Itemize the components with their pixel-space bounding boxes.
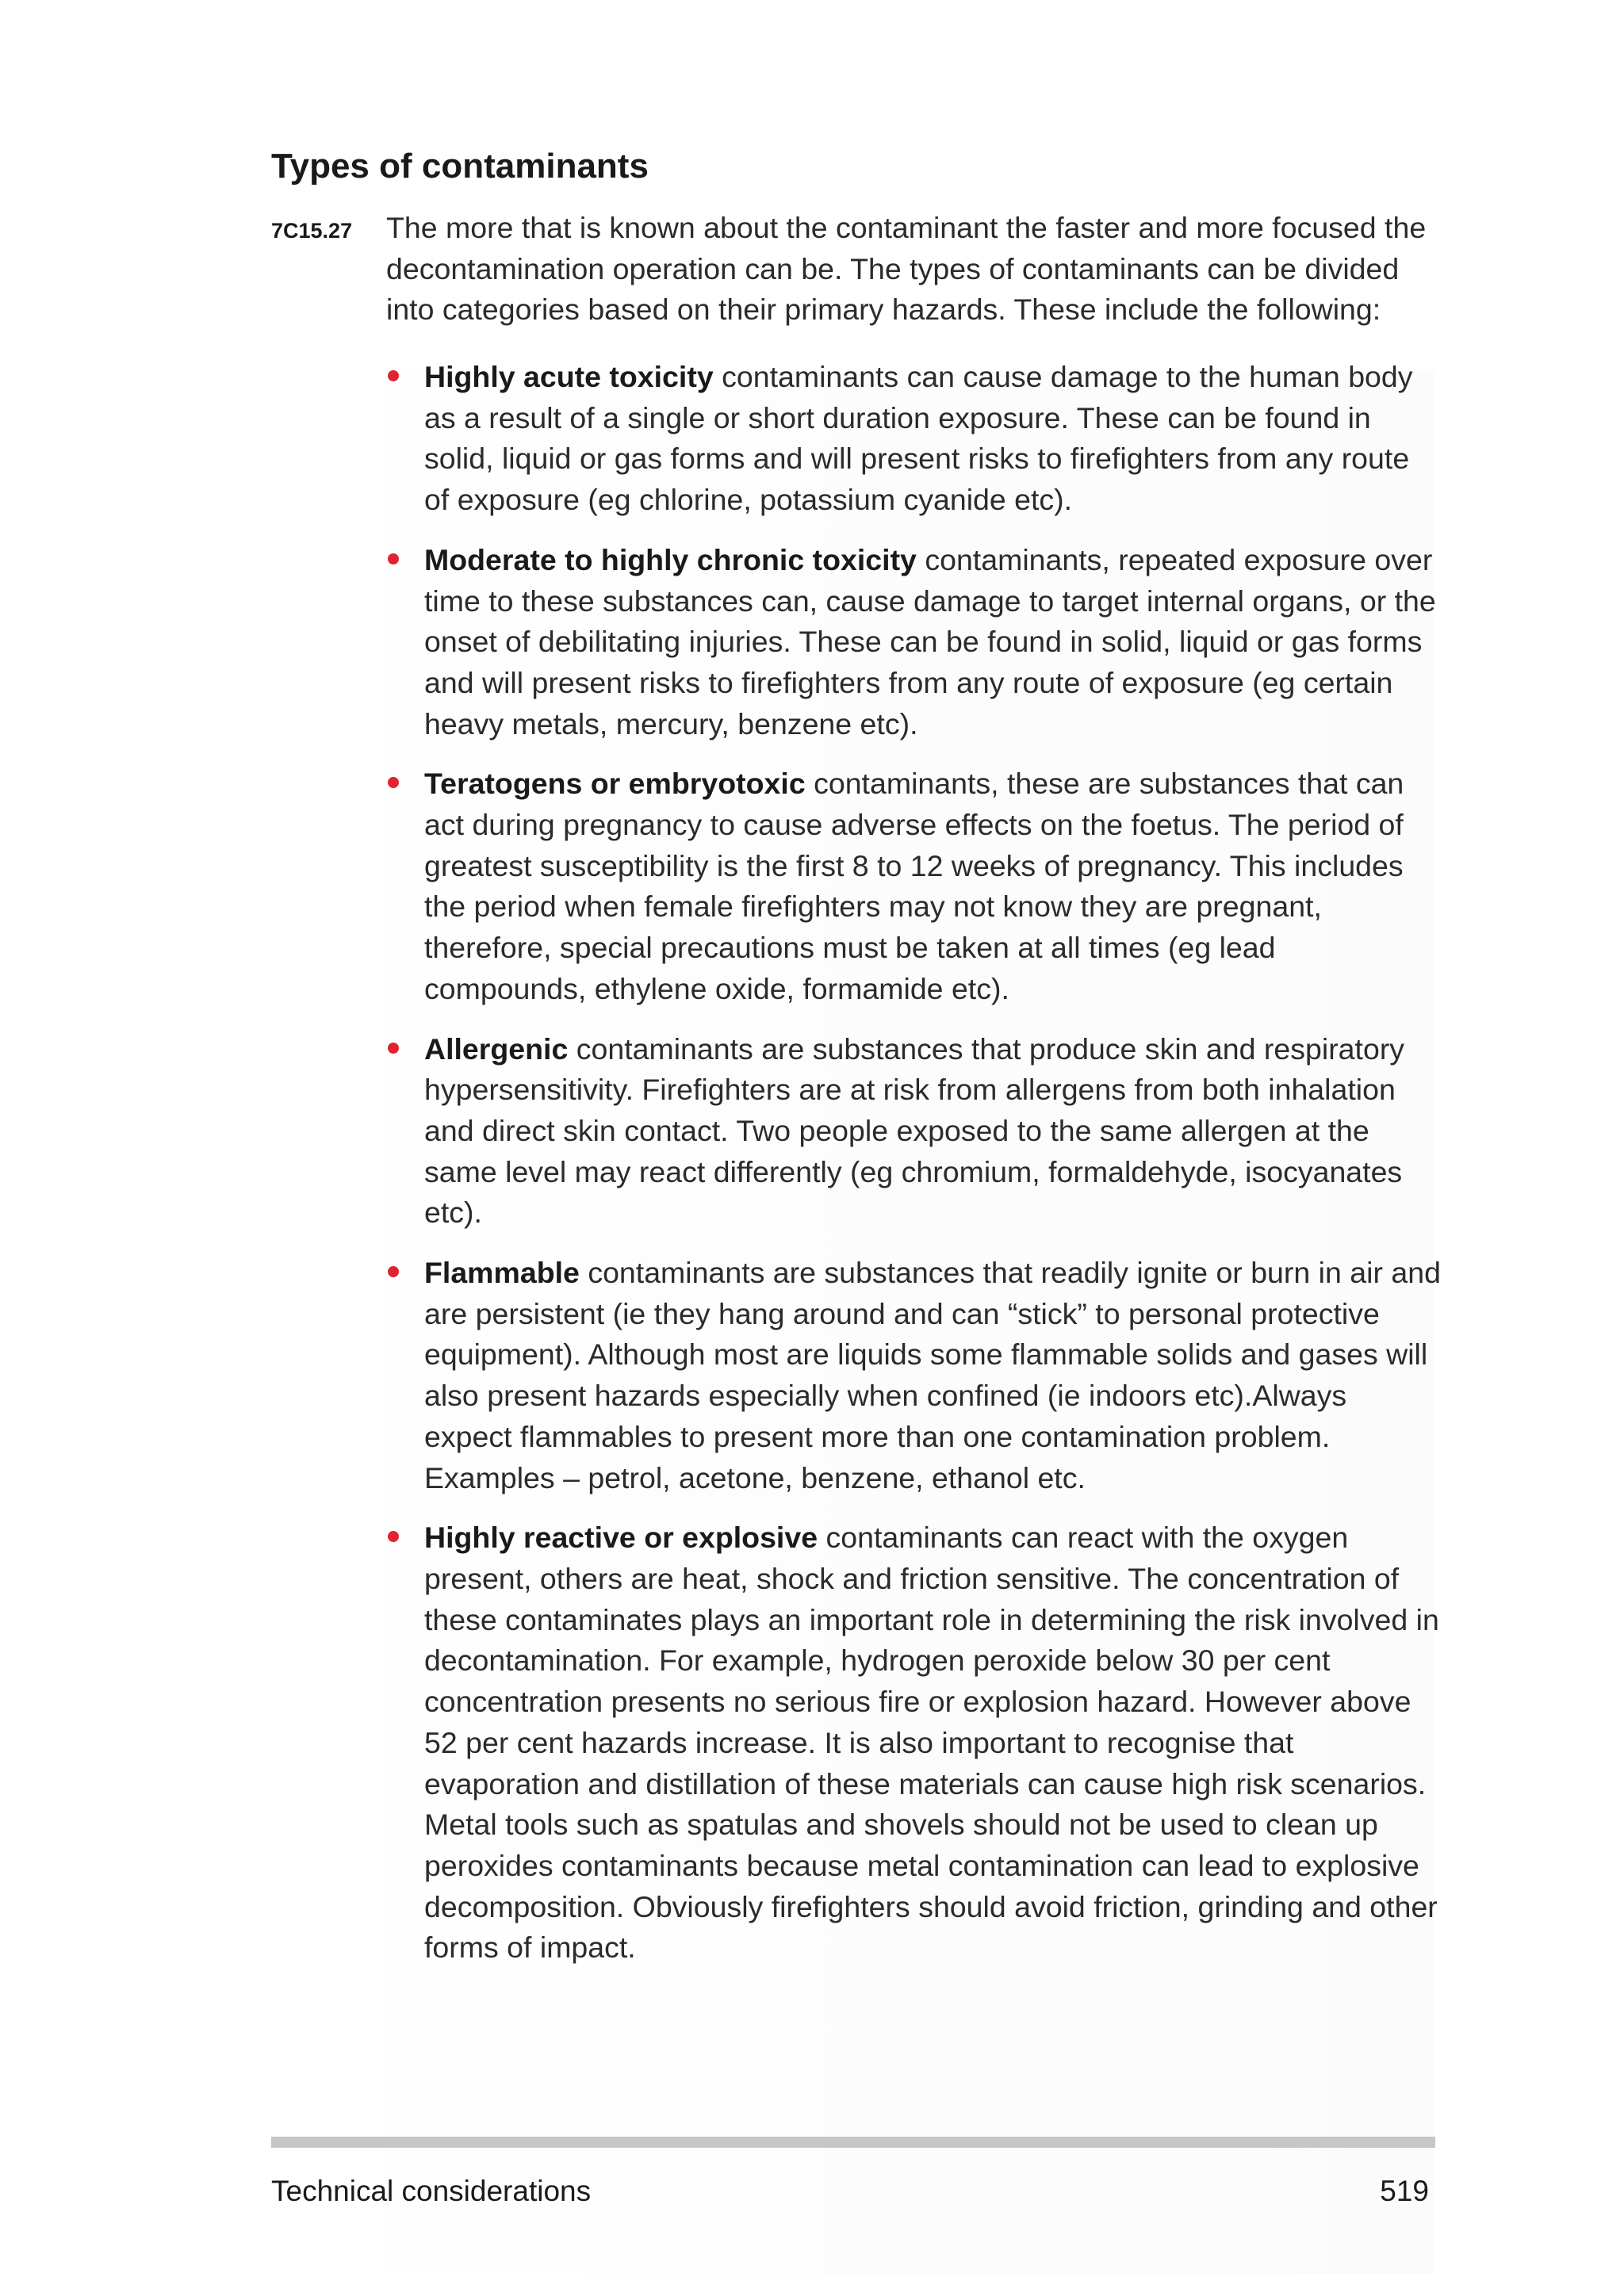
- bullet-term: Moderate to highly chronic toxicity: [424, 542, 917, 576]
- bullet-icon: [388, 777, 399, 788]
- bullet-term: Highly acute toxicity: [424, 360, 714, 393]
- bullet-text: contaminants, repeated exposure over time to these substances can, cause damage to target internal organs, or the onset of debilitating injuries. These can be found in solid, liquid or gas forms and will present risks to firefighters from any route of exposure (eg certain heavy metals, mercury, benzene etc).: [424, 542, 1436, 740]
- bullet-term: Allergenic: [424, 1031, 569, 1066]
- bullet-text: contaminants are substances that produce skin and respiratory hypersensitivity. Firefighters are at risk from allergens from both inhalation and direct skin contact. Two people exposed to the same allergen at the same level may react differently (eg chromium, formaldehyde, isocyanates etc).: [424, 1031, 1405, 1230]
- bullet-text: contaminants can cause damage to the human body as a result of a single or short duration exposure. These can be found in solid, liquid or gas forms and will present risks to firefighters from any route of exposure (eg chlorine, potassium cyanide etc).: [424, 360, 1413, 517]
- bullet-term: Highly reactive or explosive: [424, 1521, 818, 1555]
- list-item: [386, 540, 1441, 745]
- bullet-icon: [388, 553, 399, 564]
- list-item: [386, 1029, 1441, 1234]
- bullet-text: contaminants can react with the oxygen present, others are heat, shock and friction sensitive. The concentration of these contaminates plays an important role in determining the risk involved in decontamination. For example, hydrogen peroxide below 30 per cent concentration presents no serious fire or explosion hazard. However above 52 per cent hazards increase. It is also important to recognise that evaporation and distillation of these materials can cause high risk scenarios. Metal tools such as spatulas and shovels should not be used to clean up peroxides contaminants because metal contamination can lead to explosive decomposition. Obviously firefighters should avoid friction, grinding and other forms of impact.: [424, 1521, 1439, 1965]
- bullet-icon: [388, 1531, 399, 1542]
- intro-paragraph: The more that is known about the contaminant the faster and more focused the decontamination operation can be. The types of contaminants can be divided into categories based on their primary hazards. These include the following:: [386, 211, 1427, 327]
- list-item: [386, 357, 1441, 521]
- bullet-text: contaminants, these are substances that can act during pregnancy to cause adverse effects on the foetus. The period of greatest susceptibility is the first 8 to 12 weeks of pregnancy. This includes the period when female firefighters may not know they are pregnant, therefore, special precautions must be taken at all times (eg lead compounds, ethylene oxide, formamide etc).: [424, 767, 1404, 1005]
- contaminant-types-list: [386, 357, 1441, 1988]
- bullet-icon: [388, 1266, 399, 1277]
- list-item: [386, 1517, 1441, 1969]
- bullet-text: contaminants are substances that readily ignite or burn in air and are persistent (ie they hang around and can “stick” to personal protective equipment). Although most are liquids some flammable solids and gases will also present hazards especially when confined (ie indoors etc).Always expect flammables to present more than one contamination problem. Examples – petrol, acetone, benzene, ethanol etc.: [424, 1256, 1441, 1494]
- paragraph-number: 7C15.27: [271, 219, 353, 243]
- footer-title: Technical considerations: [271, 2175, 592, 2207]
- page-number: 519: [1380, 2175, 1429, 2207]
- bullet-icon: [388, 370, 399, 381]
- list-item: [386, 1253, 1441, 1498]
- bullet-term: Flammable: [424, 1256, 580, 1290]
- bullet-term: Teratogens or embryotoxic: [424, 767, 806, 801]
- section-heading: Types of contaminants: [271, 147, 649, 186]
- list-item: [386, 763, 1441, 1009]
- footer-divider: [271, 2137, 1435, 2148]
- bullet-icon: [388, 1043, 399, 1054]
